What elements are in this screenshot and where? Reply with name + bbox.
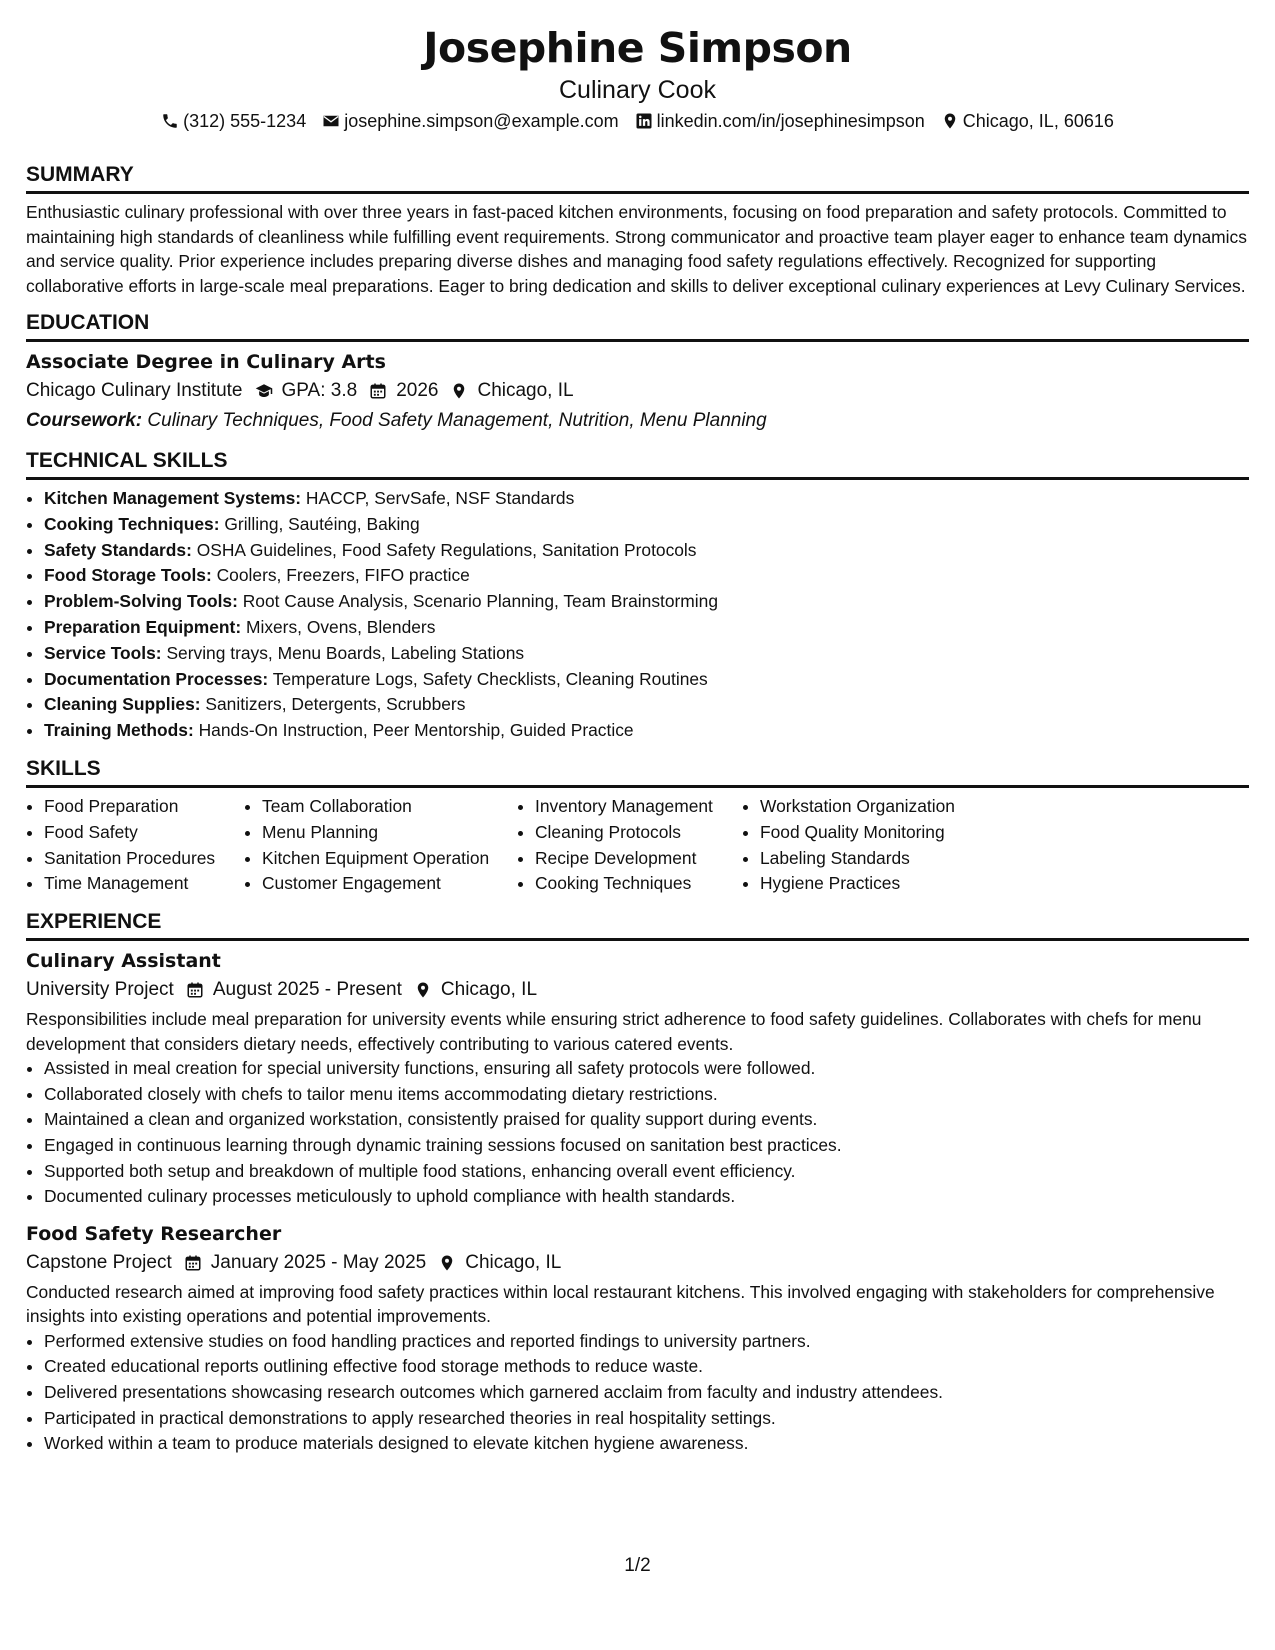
- list-item: • Collaborated closely with chefs to tailor menu items accommodating dietary restrictions.: [44, 1082, 1249, 1108]
- list-item: • Created educational reports outlining effective food storage methods to reduce waste.: [44, 1354, 1249, 1380]
- list-item: • Supported both setup and breakdown of multiple food stations, enhancing overall event efficiency.: [44, 1159, 1249, 1185]
- skill-label: Problem-Solving Tools:: [44, 591, 238, 612]
- list-item: [44, 486, 1249, 512]
- job-meta: [26, 1248, 1249, 1278]
- list-item: [44, 692, 1249, 718]
- list-item: • Kitchen Equipment Operation: [262, 846, 517, 872]
- coursework-label: Coursework:: [26, 410, 143, 431]
- skill-value: Root Cause Analysis, Scenario Planning, Team Brainstorming: [242, 591, 719, 612]
- map-pin-icon: [450, 382, 468, 400]
- experience-entry: [26, 1220, 1249, 1457]
- list-item: [44, 589, 1249, 615]
- linkedin-text: linkedin.com/in/josephinesimpson: [656, 111, 925, 131]
- graduation-year: 2026: [396, 380, 439, 401]
- coursework-list: Culinary Techniques, Food Safety Management, Nutrition, Menu Planning: [147, 410, 767, 431]
- job-title: Culinary Assistant: [26, 950, 221, 973]
- skills-column: [517, 794, 742, 897]
- phone-icon: [161, 112, 179, 130]
- summary-section: [26, 162, 1249, 298]
- summary-text: Enthusiastic culinary professional with over three years in fast-paced kitchen environments, focusing on food preparation and safety protocols. Committed to maintaining high standards of cleanliness while fulfilling event requirements. Strong communicator and proactive team player eager to enhance team dynamics and service quality. Prior experience includes preparing diverse dishes and managing food safety regulations effectively. Recognized for supporting collaborative efforts in large-scale meal preparations. Eager to bring dedication and skills to deliver exceptional culinary experiences at Levy Culinary Services.: [26, 202, 1247, 296]
- summary-heading: SUMMARY: [26, 162, 1249, 194]
- skill-value: Sanitizers, Detergents, Scrubbers: [205, 694, 466, 715]
- skill-value: Serving trays, Menu Boards, Labeling Stations: [166, 642, 525, 663]
- job-location: Chicago, IL: [440, 979, 538, 1001]
- skill-value: Coolers, Freezers, FIFO practice: [216, 565, 470, 586]
- skill-label: Food Storage Tools:: [44, 565, 212, 586]
- job-bullets: [26, 1056, 1249, 1210]
- skill-label: Service Tools:: [44, 642, 162, 663]
- list-item: [44, 615, 1249, 641]
- education-heading: EDUCATION: [26, 310, 1249, 342]
- job-org: University Project: [26, 979, 174, 1001]
- list-item: • Participated in practical demonstrations to apply researched theories in real hospitality settings.: [44, 1406, 1249, 1432]
- contact-email[interactable]: [322, 108, 618, 134]
- list-item: [44, 667, 1249, 693]
- map-pin-icon: [414, 981, 432, 999]
- contact-bar: [26, 108, 1249, 134]
- education-section: [26, 310, 1249, 436]
- list-item: • Maintained a clean and organized workstation, consistently praised for quality support during events.: [44, 1107, 1249, 1133]
- skill-label: Preparation Equipment:: [44, 616, 242, 637]
- skills-column: [742, 794, 1020, 897]
- list-item: • Engaged in continuous learning through dynamic training sessions focused on sanitation best practices.: [44, 1133, 1249, 1159]
- job-meta: [26, 975, 1249, 1005]
- contact-phone[interactable]: [161, 108, 306, 134]
- list-item: [44, 641, 1249, 667]
- experience-section: [26, 909, 1249, 1457]
- skills-section: [26, 756, 1249, 897]
- skills-column: [26, 794, 244, 897]
- skill-label: Safety Standards:: [44, 539, 192, 560]
- list-item: • Inventory Management: [535, 794, 742, 820]
- experience-entry: [26, 947, 1249, 1210]
- list-item: [44, 563, 1249, 589]
- phone-text: (312) 555-1234: [183, 111, 307, 131]
- list-item: • Cleaning Protocols: [535, 820, 742, 846]
- experience-heading: EXPERIENCE: [26, 909, 1249, 941]
- list-item: • Menu Planning: [262, 820, 517, 846]
- skill-value: OSHA Guidelines, Food Safety Regulations, Sanitation Protocols: [196, 539, 697, 560]
- email-text: josephine.simpson@example.com: [344, 111, 619, 131]
- list-item: • Food Preparation: [44, 794, 244, 820]
- list-item: • Assisted in meal creation for special university functions, ensuring all safety protocols were followed.: [44, 1056, 1249, 1082]
- list-item: • Sanitation Procedures: [44, 846, 244, 872]
- skill-label: Cooking Techniques:: [44, 513, 220, 534]
- job-title: Food Safety Researcher: [26, 1222, 282, 1245]
- job-bullets: [26, 1329, 1249, 1457]
- candidate-role: Culinary Cook: [558, 76, 716, 104]
- list-item: • Labeling Standards: [760, 846, 1020, 872]
- job-dates: August 2025 - Present: [212, 979, 402, 1001]
- list-item: • Performed extensive studies on food handling practices and reported findings to university partners.: [44, 1329, 1249, 1355]
- map-pin-icon: [438, 1254, 456, 1272]
- list-item: [44, 718, 1249, 744]
- candidate-name: Josephine Simpson: [423, 24, 852, 72]
- skill-label: Documentation Processes:: [44, 668, 269, 689]
- graduation-cap-icon: [255, 382, 273, 400]
- contact-linkedin[interactable]: [635, 108, 925, 134]
- skill-value: HACCP, ServSafe, NSF Standards: [305, 488, 575, 508]
- list-item: • Worked within a team to produce materials designed to elevate kitchen hygiene awareness.: [44, 1431, 1249, 1457]
- map-pin-icon: [941, 112, 959, 130]
- calendar-icon: [184, 1254, 202, 1272]
- education-meta: [26, 376, 1249, 406]
- envelope-icon: [322, 112, 340, 130]
- contact-location: [941, 108, 1114, 134]
- list-item: • Team Collaboration: [262, 794, 517, 820]
- job-dates: January 2025 - May 2025: [210, 1251, 427, 1273]
- technical-skills-heading: TECHNICAL SKILLS: [26, 448, 1249, 480]
- list-item: • Cooking Techniques: [535, 871, 742, 897]
- skills-column: [244, 794, 517, 897]
- coursework-line: [26, 406, 1249, 436]
- list-item: • Hygiene Practices: [760, 871, 1020, 897]
- technical-skills-section: [26, 448, 1249, 744]
- list-item: • Food Safety: [44, 820, 244, 846]
- linkedin-icon: [635, 112, 653, 130]
- skills-grid: [26, 794, 1249, 897]
- gpa-text: GPA: 3.8: [281, 380, 358, 401]
- list-item: • Customer Engagement: [262, 871, 517, 897]
- list-item: • Documented culinary processes meticulously to uphold compliance with health standards.: [44, 1184, 1249, 1210]
- job-description: Responsibilities include meal preparation for university events while ensuring strict adherence to food safety guidelines. Collaborates with chefs for menu development that considers dietary needs, effectively contributing to various catered events.: [26, 1009, 1202, 1054]
- job-location: Chicago, IL: [465, 1251, 562, 1273]
- list-item: • Recipe Development: [535, 846, 742, 872]
- skill-value: Mixers, Ovens, Blenders: [245, 616, 436, 637]
- list-item: • Time Management: [44, 871, 244, 897]
- job-description: Conducted research aimed at improving food safety practices within local restaurant kitchens. This involved engaging with stakeholders for comprehensive insights into existing operations and potential improvements.: [26, 1281, 1215, 1327]
- skill-value: Hands-On Instruction, Peer Mentorship, Guided Practice: [198, 720, 634, 741]
- list-item: • Workstation Organization: [760, 794, 1020, 820]
- page-number: 1/2: [624, 1555, 651, 1576]
- technical-skills-list: [26, 486, 1249, 744]
- skill-value: Grilling, Sautéing, Baking: [224, 513, 420, 534]
- skill-value: Temperature Logs, Safety Checklists, Cleaning Routines: [272, 668, 708, 689]
- list-item: • Delivered presentations showcasing research outcomes which garnered acclaim from faculty and industry attendees.: [44, 1380, 1249, 1406]
- location-text: Chicago, IL, 60616: [962, 111, 1114, 131]
- job-org: Capstone Project: [26, 1251, 172, 1273]
- degree-title: Associate Degree in Culinary Arts: [26, 351, 386, 373]
- skills-heading: SKILLS: [26, 756, 1249, 788]
- skill-label: Kitchen Management Systems:: [44, 488, 302, 508]
- calendar-icon: [186, 981, 204, 999]
- skill-label: Training Methods:: [44, 720, 194, 741]
- list-item: [44, 538, 1249, 564]
- list-item: [44, 512, 1249, 538]
- list-item: • Food Quality Monitoring: [760, 820, 1020, 846]
- education-location: Chicago, IL: [477, 380, 574, 401]
- skill-label: Cleaning Supplies:: [44, 694, 201, 715]
- school-name: Chicago Culinary Institute: [26, 380, 243, 401]
- calendar-icon: [369, 382, 387, 400]
